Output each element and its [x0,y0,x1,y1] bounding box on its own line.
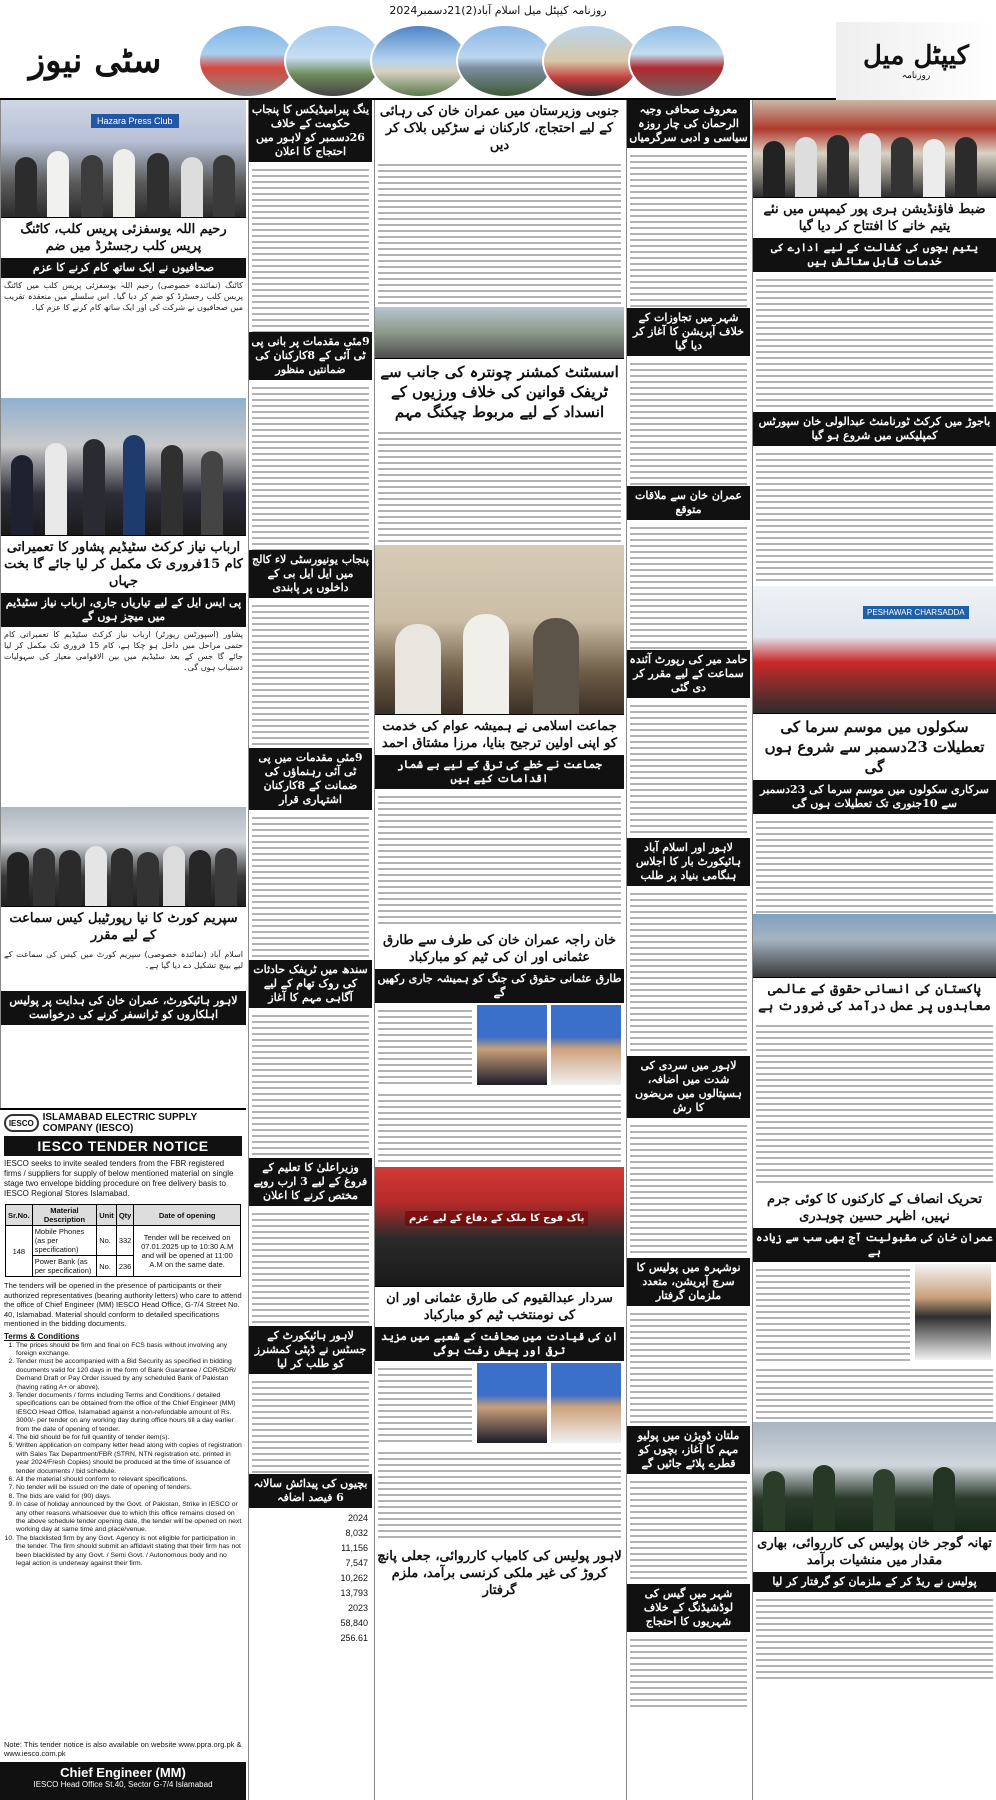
news-photo-rally [753,914,996,978]
headline: سپریم کورٹ کا نیا رپورٹیبل کیس سماعت کے لیے مقرر [9,911,238,943]
sub-headline: صحافیوں نے ایک ساتھ کام کرنے کا عزم [1,258,246,278]
term-item: 1. The prices should be firm and final on FCS basis without involving any foreign exchange. [16,1342,242,1359]
article-body [627,886,750,1056]
article-body [627,1632,750,1712]
headline: نوشہرہ میں پولیس کا سرچ آپریشن، متعدد ملزمان گرفتار [627,1258,750,1306]
article-body [249,380,372,550]
qty: 236 [116,1256,134,1277]
term-item: 2. Tender must be accompanied with a Bid Security as specified in bidding documents valid for 120 days in the form of Bank Guarantee / CDR/SDR/ Demand Draft or Pay Order issued by any scheduled Bank of Pakistan (having rating A+ or above). [16,1358,242,1392]
column-4 [626,100,750,1800]
article-body [249,598,372,748]
article-body [375,1361,475,1445]
article-body [753,1592,996,1682]
column-header: Qty [116,1205,134,1226]
qty: 332 [116,1226,134,1256]
tender-table [5,1204,241,1277]
article-body [753,446,996,586]
iesco-logo-icon: IESCO [4,1114,39,1132]
headline: لاہور میں سردی کی شدت میں اضافہ، ہسپتالوں میں مریضوں کا رش [627,1056,750,1118]
photo-banner: PESHAWAR CHARSADDA [863,606,969,619]
headline: خان راجہ عمران خان کی طرف سے طارق عثمانی اور ان کی ٹیم کو مبارکباد [382,933,617,965]
article-body [249,1374,372,1474]
masthead-photo-strip [190,22,836,100]
column-header: Unit [97,1205,117,1226]
headline: پاکستان کی انسانی حقوق کے عالمی معاہدوں پر عمل درآمد کی ضرورت ہے [758,982,991,1014]
chief-engineer: Chief Engineer (MM) [60,1765,186,1780]
sub-headline: طارق عثمانی حقوق کی جنگ کو ہمیشہ جاری رکھیں گے [375,969,624,1003]
headline: سکولوں میں موسم سرما کی تعطیلات 23دسمبر سے شروع ہوں گی [764,718,985,776]
sub-headline: پولیس نے ریڈ کر کے ملزمان کو گرفتار کر لیا [753,1572,996,1592]
stat-number: 13,793 [340,1588,368,1598]
column-2 [248,100,372,1800]
article-body [249,1008,372,1158]
sub-headline: جماعت نے خطے کی ترقی کے لیے بے شمار اقدامات کیے ہیں [375,755,624,789]
headline: حامد میر کی رپورٹ آئندہ سماعت کے لیے مقرر کر دی گئی [627,650,750,698]
article-body [627,1118,750,1258]
tender-note: Note: This tender notice is also available on website www.ppra.org.pk & www.iesco.com.pk [4,1740,242,1758]
material-desc: Power Bank (as per specification) [32,1256,97,1277]
sub-headline: سرکاری سکولوں میں موسم سرما کی 23دسمبر سے 10جنوری تک تعطیلات ہوں گی [753,780,996,814]
stat-number: 256.61 [340,1633,368,1643]
stat-number: 11,156 [341,1543,368,1553]
article-with-portraits [375,1361,624,1445]
headline: جماعت اسلامی نے ہمیشہ عوام کی خدمت کو اپنی اولین ترجیح بنایا، مرزا مشتاق احمد [381,719,618,751]
headline: رحیم اللہ یوسفزئی پریس کلب، کاٹنگ پریس کلب رجسٹرڈ میں ضم [20,222,227,254]
column-header: Sr.No. [6,1205,33,1226]
news-photo-traffic-check [375,307,624,359]
sr-number: 148 [6,1226,33,1277]
column-header: Date of opening [134,1205,241,1226]
sub-headline: ان کی قیادت میں صحافت کے شعبے میں مزید ترقی اور پیش رفت ہوگی [375,1327,624,1361]
masthead [0,22,996,100]
headline: 9مئی مقدمات میں پی ٹی آئی رہنماؤں کی ضمانت کے 8کارکنان اشتہاری قرار [249,748,372,810]
portrait-photo [477,1363,547,1443]
article-body [627,520,750,650]
news-photo-meeting [375,545,624,715]
article-body [375,1445,624,1545]
portrait-photo [551,1005,621,1085]
article-body: اسلام آباد (نمائندہ خصوصی) سپریم کورٹ میں کیس کی سماعت کے لیے بینچ تشکیل دے دیا گیا ہے۔ [4,950,243,970]
headline: سردار عبدالقیوم کی طارق عثمانی اور ان کی نومنتخب ٹیم کو مبارکباد [386,1291,613,1323]
date-line: روزنامہ کیپٹل میل اسلام آباد(2)21دسمبر2024 [389,4,607,17]
article-body [753,1018,996,1188]
headline: لاہور پولیس کی کامیاب کارروائی، جعلی پانچ کروڑ کی غیر ملکی کرنسی برآمد، ملزم گرفتار [377,1549,622,1598]
column-header: Material Description [32,1205,97,1226]
news-photo-cricket-stadium [1,398,246,536]
article-body [753,814,996,914]
masthead-photo [628,24,726,98]
headline: ضبط فاؤنڈیشن ہری پور کیمپس میں نئے یتیم خانے کا افتتاح کر دیا گیا [763,202,986,234]
iesco-tender-notice [0,1108,246,1800]
unit: No. [97,1226,117,1256]
article-body: کاٹنگ (نمائندہ خصوصی) رحیم اللہ یوسفزئی پریس کلب میں کاٹنگ پریس کلب رجسٹرڈ کو ضم کر دیا گیا۔ اس سلسلے میں منعقدہ تقریب میں صحافیوں نے شرکت کی اور ایک ساتھ کام کرنے کا عزم کیا۔ [4,281,243,312]
column-5 [752,100,996,1800]
tender-title: IESCO TENDER NOTICE [4,1136,242,1156]
headline: پنجاب یونیورسٹی لاء کالج میں ایل ایل بی کے داخلوں پر پابندی [249,550,372,598]
birth-stats [249,1508,372,1649]
tender-header [0,1110,246,1136]
stat-number: 2024 [347,1513,368,1523]
news-photo-police-raid [753,1422,996,1532]
headline: تحریک انصاف کے کارکنوں کا کوئی جرم نہیں، اظہر حسین چوہدری [767,1192,982,1224]
article-body [375,1087,624,1167]
headline: لاہور ہائیکورٹ، عمران خان کی ہدایت پر پولیس اہلکاروں کو ٹرانسفر کرنے کی درخواست [1,991,246,1025]
tender-footer [0,1762,246,1800]
stat-number: 10,262 [340,1573,368,1583]
headline: شہر میں تجاوزات کے خلاف آپریشن کا آغاز کر دیا گیا [627,308,750,356]
news-photo-event [375,1167,624,1287]
masthead-photo [284,24,382,98]
headline: ارباب نیاز کرکٹ سٹیڈیم پشاور کا تعمیراتی کام 15فروری تک مکمل کر لیا جائے گا بخت جہاں [4,540,243,589]
article-body [627,148,750,308]
stat-number: 8,032 [345,1528,368,1538]
headline: تھانہ گوجر خان پولیس کی کارروائی، بھاری مقدار میں منشیات برآمد [757,1536,992,1568]
term-item: 3. Tender documents / forms including Terms and Conditions / detailed specifications can be obtained from the office of the Chief Engineer (MM) IESCO Head Office, Islamabad against a non-refundable amount of Rs. 3000/- per tender on any working day during office hours till a day earlier from the date of opening of tender. [16,1392,242,1434]
news-photo-cricket-team [753,586,996,714]
section-title: سٹی نیوز [28,41,162,81]
article-body [753,272,996,412]
stat-number: 58,840 [340,1618,368,1628]
paper-name: کیپٹل میل [862,41,970,71]
portrait-photo [915,1264,991,1360]
headline: سندھ میں ٹریفک حادثات کی روک تھام کے لیے آگاہی مہم کا آغاز [249,960,372,1008]
headline: شہر میں گیس کی لوڈشیڈنگ کے خلاف شہریوں کا احتجاج [627,1584,750,1632]
term-item: 8. The bids are valid for (90) days. [16,1493,242,1501]
term-item: 9. In case of holiday announced by the Govt. of Pakistan, Strike in IESCO or any other reasons whatsoever due to which this office remains closed on the above schedule tender opening date, the tender will be opened on next working day at same time and place/venue. [16,1501,242,1535]
article-body [627,698,750,838]
term-item: 4. The bid should be for full quantity of tender item(s). [16,1434,242,1442]
news-photo-press-club [1,100,246,218]
news-photo-orphanage-inauguration [753,100,996,198]
portrait-photo [477,1005,547,1085]
article-body [249,810,372,960]
term-item: 7. No tender will be issued on the date of opening of tenders. [16,1484,242,1492]
term-item: 10. The blacklisted firm by any Govt. Agency is not eligible for participation in the tender. The firm should submit an affidavit stating that their firm has not been blacklisted by any Govt. / Semi Govt. / Autonomous body and no legal action is underway against their firm. [16,1535,242,1569]
article-with-portrait [753,1262,996,1362]
headline: لاہور ہائیکورٹ کے جسٹس نے ڈپٹی کمشنرز کو طلب کر لیا [249,1326,372,1374]
unit: No. [97,1256,117,1277]
stat-number: 7,547 [345,1558,368,1568]
headline: ملتان ڈویژن میں پولیو مہم کا آغاز، بچوں کو قطرے پلائے جائیں گے [627,1426,750,1474]
article-body [627,1474,750,1584]
paper-logo [836,22,996,100]
stat-number: 2023 [347,1603,368,1613]
masthead-photo [198,24,296,98]
article-body [375,425,624,545]
masthead-photo [456,24,554,98]
article-body: پشاور (اسپورٹس رپورٹر) ارباب نیاز کرکٹ سٹیڈیم کا تعمیراتی کام حتمی مراحل میں داخل ہو چکا ہے، کام 15 فروری تک مکمل کر لیا جائے گا جس کے بعد سٹیڈیم میں بین الاقوامی معیار کی سہولیات دستیاب ہوں گی۔ [4,630,244,672]
sub-headline: پی ایس ایل کے لیے تیاریاں جاری، ارباب نیاز سٹیڈیم میں میچز ہوں گے [1,593,246,627]
article-body [375,157,624,307]
table-row [6,1226,241,1256]
article-body [753,1262,913,1362]
term-item: 5. Written application on company letter head along with copies of registration with Sales Tax Department/FBR (STRN, NTN registration etc. printed in year 2024/Fresh Copies) should be produced at the time of issuance of tender documents / bid schedule. [16,1442,242,1476]
article-with-portraits [375,1003,624,1087]
column-3 [374,100,624,1800]
article-body [375,1003,475,1087]
headline: عمران خان سے ملاقات متوقع [627,486,750,520]
headline: جنوبی وزیرستان میں عمران خان کی رہائی کے لیے احتجاج، کارکنان نے سڑکیں بلاک کر دیں [379,104,620,153]
terms-list [0,1342,246,1569]
headline: اسسٹنٹ کمشنر چونترہ کی جانب سے ٹریفک قوانین کی خلاف ورزیوں کے انسداد کے لیے مربوط چیکنگ مہم [380,363,619,421]
photo-banner: Hazara Press Club [91,114,179,128]
article-body [375,789,624,929]
headline: لاہور اور اسلام آباد ہائیکورٹ بار کا اجلاس ہنگامی بنیاد پر طلب [627,838,750,886]
company-name: ISLAMABAD ELECTRIC SUPPLY COMPANY (IESCO) [42,1112,198,1134]
opening-date: Tender will be received on 07.01.2025 up to 10:30 A.M and will be opened at 11:00 A.M on the same date. [134,1226,241,1277]
terms-title: Terms & Conditions [4,1331,80,1341]
office-address: IESCO Head Office St.40, Sector G-7/4 Islamabad [33,1780,213,1789]
masthead-photo [370,24,468,98]
article-body [753,1362,996,1422]
news-photo-group [1,807,246,907]
headline: 9مئی مقدمات پر بانی پی ٹی آئی کے 8کارکنان کی ضمانتیں منظور [249,332,372,380]
headline: معروف صحافی وجیہ الرحمان کی چار روزہ سیاسی و ادبی سرگرمیاں [627,100,750,148]
headline: وزیراعلیٰ کا تعلیم کے فروغ کے لیے 3 ارب روپے مختص کرنے کا اعلان [249,1158,372,1206]
article-body [249,1206,372,1326]
article-body [249,162,372,332]
masthead-photo [542,24,640,98]
sub-headline: یتیم بچوں کی کفالت کے لیے ادارے کی خدمات قابل ستائش ہیں [753,238,996,272]
headline: باجوڑ میں کرکٹ ٹورنامنٹ عبدالولی خان سپورٹس کمپلیکس میں شروع ہو گیا [753,412,996,446]
portrait-photo [551,1363,621,1443]
material-desc: Mobile Phones (as per specification) [32,1226,97,1256]
term-item: 6. All the material should conform to relevant specifications. [16,1476,242,1484]
headline: ینگ پیرامیڈیکس کا پنجاب حکومت کے خلاف 26دسمبر کو لاہور میں احتجاج کا اعلان [249,100,372,162]
tender-intro: IESCO seeks to invite sealed tenders from the FBR registered firms / suppliers for supply of below mentioned material on single stage two envelope bidding procedure on free delivery basis to IESCO Regional Stores Islamabad. [4,1159,234,1198]
sub-headline: عمران خان کی مقبولیت آج بھی سب سے زیادہ ہے [753,1228,996,1262]
headline: بچیوں کی پیدائش سالانہ 6 فیصد اضافہ [249,1474,372,1508]
article-body [627,1306,750,1426]
photo-banner: پاک فوج کا ملک کے دفاع کے لیے عزم [405,1211,588,1226]
paper-sub: روزنامہ [901,71,931,81]
article-body [627,356,750,486]
tender-presence: The tenders will be opened in the presence of participants or their authorized representatives (bearing authority letters) who care to attend the office of Chief Engineer (MM) IESCO Head Office, G-7/4 Street No. 40, Islamabad. Material should conform to detailed specifications mentioned in the bidding documents. [4,1281,242,1328]
